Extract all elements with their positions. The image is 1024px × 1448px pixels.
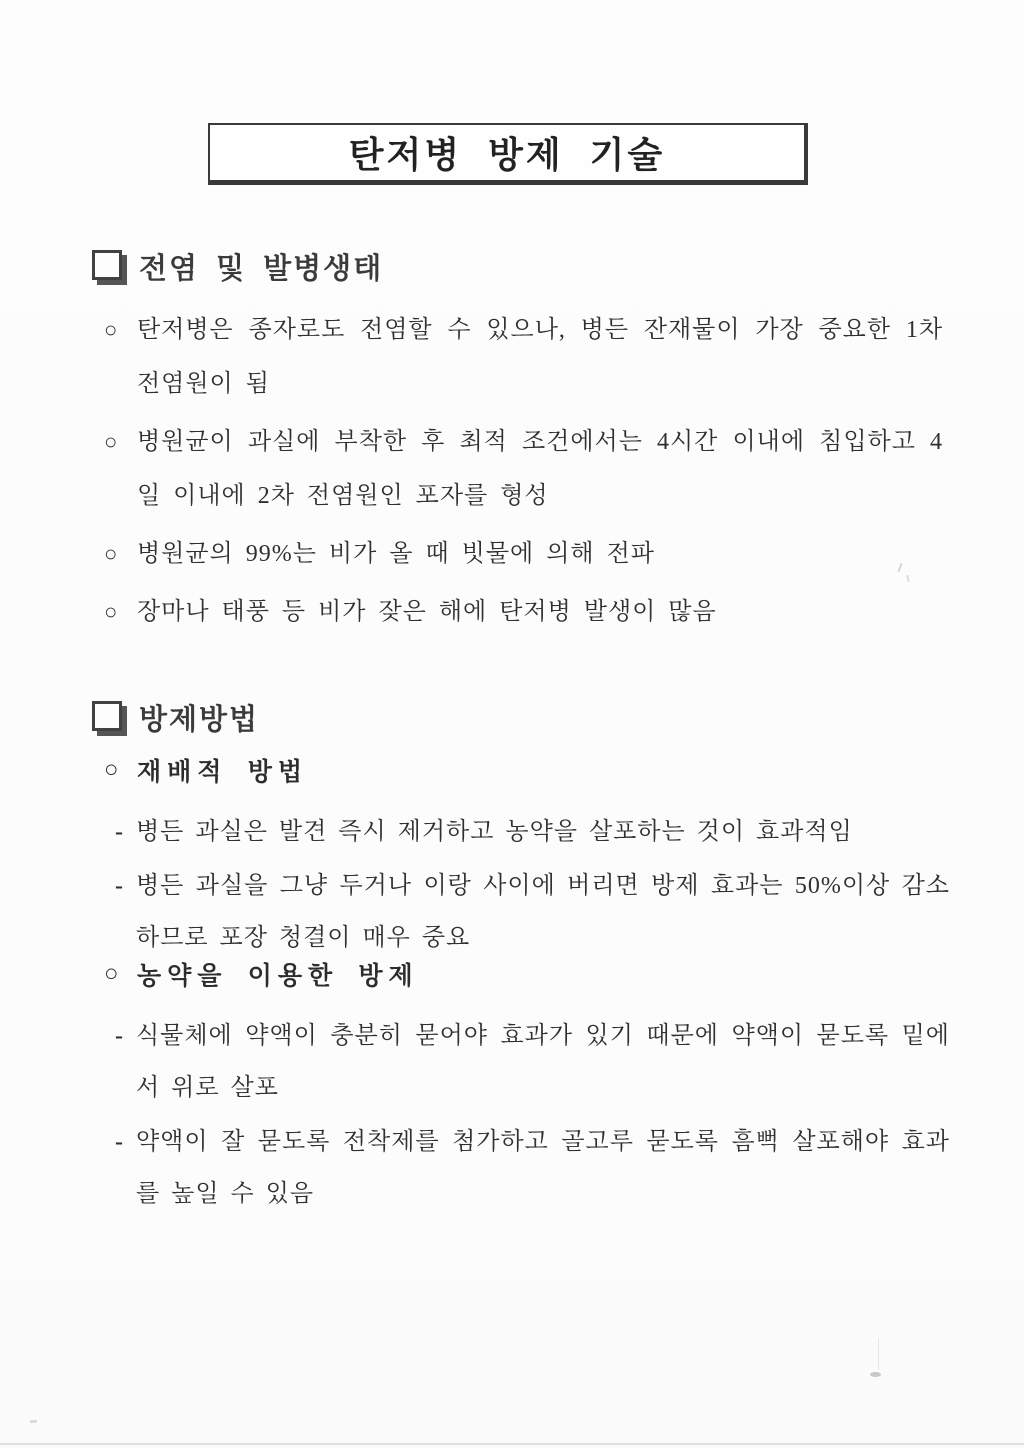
subheading-pesticide-control bbox=[104, 956, 419, 992]
dash-item bbox=[115, 860, 955, 964]
cultural-method-list bbox=[115, 806, 955, 966]
dash-bullet-icon: - bbox=[115, 819, 123, 845]
bullet-item bbox=[104, 527, 949, 581]
bullet-item bbox=[104, 585, 949, 639]
circle-bullet-icon: ○ bbox=[104, 541, 118, 566]
dash-item-text: 병든 과실을 그냥 두거나 이랑 사이에 버리면 방제 효과는 50%이상 감소하므로 포장 청결이 매우 중요 bbox=[136, 873, 950, 951]
section-heading-infection bbox=[92, 246, 383, 287]
bullet-text: 장마나 태풍 등 비가 잦은 해에 탄저병 발생이 많음 bbox=[137, 599, 717, 625]
section-heading-label: 방제방법 bbox=[139, 704, 260, 736]
dash-bullet-icon: - bbox=[115, 1023, 123, 1049]
square-bullet-icon bbox=[92, 701, 122, 731]
dash-bullet-icon: - bbox=[115, 873, 123, 899]
bullet-text: 탄저병은 종자로도 전염할 수 있으나, 병든 잔재물이 가장 중요한 1차 전염원이 됨 bbox=[137, 317, 943, 397]
circle-bullet-icon: ○ bbox=[104, 961, 125, 987]
dash-item bbox=[115, 806, 955, 858]
pesticide-control-list bbox=[115, 1010, 955, 1222]
square-bullet-icon bbox=[92, 250, 122, 280]
subheading-label: 재배적 방법 bbox=[137, 759, 309, 786]
scan-edge-line bbox=[0, 1443, 1024, 1445]
document-title: 탄저병 방제 기술 bbox=[348, 135, 666, 175]
circle-bullet-icon: ○ bbox=[104, 429, 118, 454]
circle-bullet-icon: ○ bbox=[104, 317, 118, 342]
title-box bbox=[208, 123, 808, 185]
scan-artifact bbox=[878, 1338, 879, 1370]
bullet-item bbox=[104, 415, 949, 523]
infection-bullet-list bbox=[104, 303, 949, 643]
dash-bullet-icon: - bbox=[115, 1129, 123, 1155]
circle-bullet-icon: ○ bbox=[104, 757, 125, 783]
bullet-text: 병원균의 99%는 비가 올 때 빗물에 의해 전파 bbox=[137, 541, 655, 567]
bullet-text: 병원균이 과실에 부착한 후 최적 조건에서는 4시간 이내에 침입하고 4일 이내에 2차 전염원인 포자를 형성 bbox=[137, 429, 943, 509]
subheading-label: 농약을 이용한 방제 bbox=[137, 963, 419, 990]
section-heading-label: 전염 및 발병생태 bbox=[139, 253, 384, 285]
dash-item-text: 약액이 잘 묻도록 전착제를 첨가하고 골고루 묻도록 흠뻑 살포해야 효과를 높일 수 있음 bbox=[136, 1129, 950, 1207]
circle-bullet-icon: ○ bbox=[104, 599, 118, 624]
section-heading-control-methods bbox=[92, 697, 259, 738]
scan-artifact bbox=[30, 1420, 37, 1423]
scan-artifact bbox=[870, 1372, 881, 1377]
dash-item-text: 병든 과실은 발견 즉시 제거하고 농약을 살포하는 것이 효과적임 bbox=[136, 819, 853, 845]
dash-item bbox=[115, 1010, 955, 1114]
bullet-item bbox=[104, 303, 949, 411]
dash-item-text: 식물체에 약액이 충분히 묻어야 효과가 있기 때문에 약액이 묻도록 밑에서 위로 살포 bbox=[136, 1023, 950, 1101]
dash-item bbox=[115, 1116, 955, 1220]
subheading-cultural-method bbox=[104, 752, 308, 788]
